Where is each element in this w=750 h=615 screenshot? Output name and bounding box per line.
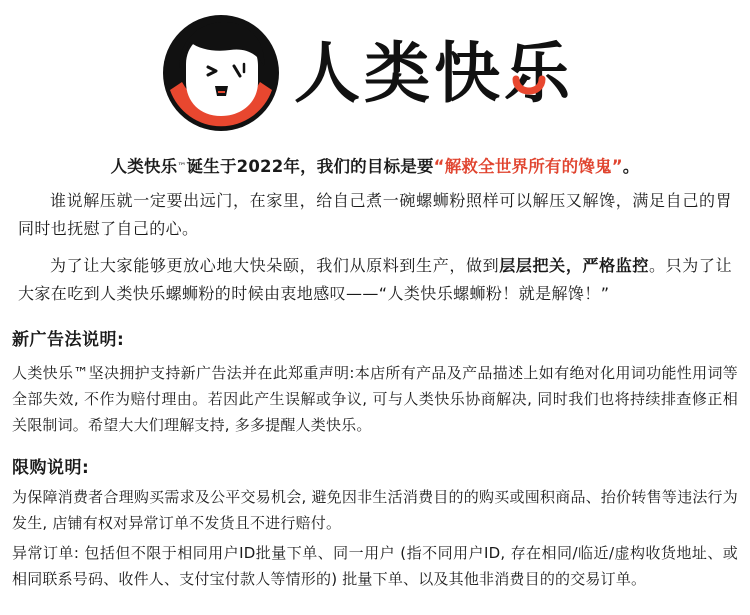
headline-end: 。: [622, 157, 640, 176]
intro-paragraph-1: 谁说解压就一定要出远门，在家里，给自己煮一碗螺蛳粉照样可以解压又解馋，满足自己的胃同时也抚慰了自己的心。: [18, 191, 732, 238]
purchase-limit-body: 为保障消费者合理购买需求及公平交易机会, 避免因非生活消费目的的购买或囤积商品、抬价转售等违法行为发生, 店铺有权对异常订单不发货且不进行赔付。: [12, 488, 738, 532]
brand-wordmark: [294, 35, 590, 112]
ad-law-body: 人类快乐™坚决拥护支持新广告法并在此郑重声明:本店所有产品及产品描述上如有绝对化用词功能性用词等全部失效, 不作为赔付理由。若因此产生误解或争议, 可与人类快乐协商解决, 同时我们也将持续排查修正相关限制词。希望大大们理解支持, 多多提醒人类快乐。: [12, 364, 738, 434]
brand-header: [160, 10, 590, 134]
ad-law-title: 新广告法说明:: [12, 330, 125, 350]
purchase-limit-title: 限购说明:: [12, 458, 90, 478]
emphasis-text: 严格监控: [582, 256, 650, 275]
headline-text: 诞生于2022年，我们的目标是要: [186, 157, 434, 176]
ad-law-notice: [12, 328, 738, 438]
abnormal-order-body: 异常订单: 包括但不限于相同用户ID批量下单、同一用户 (指不同用户ID, 存在相同/临近/虚构收货地址、或相同联系号码、收件人、支付宝付款人等情形的) 批量下单、以及其他非消费目的的交易订单。: [12, 544, 738, 588]
headline-slogan: “解救全世界所有的馋鬼”: [433, 157, 623, 176]
brand-intro: [18, 156, 732, 308]
wordmark-char: 快: [434, 35, 504, 112]
emphasis-text: 层层把关: [499, 256, 566, 275]
smile-accent-icon: [512, 75, 546, 101]
mascot-logo-icon: [160, 12, 282, 134]
wordmark-char-accent: 乐: [504, 35, 574, 112]
wordmark-char: 人: [294, 35, 364, 112]
headline-brand: 人类快乐: [110, 157, 178, 176]
wordmark-char: 类: [364, 35, 434, 112]
trademark-mark: ™: [177, 162, 187, 172]
intro-headline: [18, 156, 732, 178]
purchase-limit-notice: [12, 456, 738, 592]
intro-paragraph-2: 为了让大家能够更放心地大快朵颐，我们从原料到生产，做到层层把关，严格监控。只为了让大家在吃到人类快乐螺蛳粉的时候由衷地感叹——“人类快乐螺蛳粉！就是解馋！”: [18, 256, 732, 303]
